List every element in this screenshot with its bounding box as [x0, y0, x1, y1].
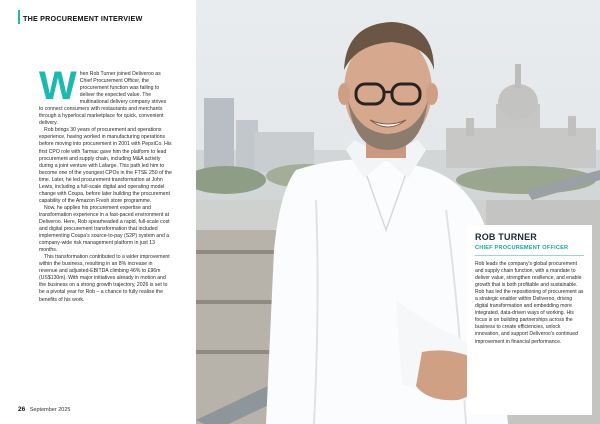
page-footer — [18, 406, 70, 413]
section-header: THE PROCUREMENT INTERVIEW — [23, 14, 143, 23]
article-paragraph: Now, he applies his procurement expertise and transformation experience in a fast-paced environment at Deliveroo. Here, Rob spearheaded a rapid, full-scale cost and digital procurement transformation that included implementing Coupa's source-to-pay (S2P) system and a company-wide risk management platform in just 13 months. — [39, 204, 170, 254]
page-number: 26 — [18, 406, 26, 413]
article-page — [0, 0, 196, 424]
bio-box — [467, 225, 592, 415]
bio-role: CHIEF PROCUREMENT OFFICER — [475, 245, 584, 256]
bio-text: Rob leads the company's global procurement and supply chain function, with a mandate to deliver value, strengthen resilience, and enable growth that is both profitable and sustainable. Rob has led the repositioning of procurement as a strategic enabler within Deliveroo, driving digital transformation and embedding more integrated, data-driven ways of working. His focus is on building partnerships across the business to create efficiencies, unlock innovation, and support Deliveroo's continued improvement in financial performance. — [475, 261, 584, 345]
article-paragraph: This transformation contributed to a wider improvement within the business, resulting in an 8% increase in revenue and adjusted-EBITDA climbing 46% to £96m (US$130m). With major initiatives already in motion and the business on a strong growth trajectory, 2026 is set to be a pivotal year for Rob – a chance to fully realise the benefits of his work. — [39, 254, 170, 303]
issue-date: September 2025 — [29, 407, 71, 413]
article-body — [39, 64, 172, 304]
drop-cap: W — [39, 64, 77, 108]
header-accent-rule — [18, 10, 20, 24]
bio-name: ROB TURNER — [475, 232, 537, 242]
article-paragraph: Rob brings 30 years of procurement and operations experience, having worked in manufacturing operations before moving into procurement in 2001 with PepsiCo. His first CPO role with Tarmac gave him the platform to lead procurement and supply chain, including M&A activity during a joint venture with Lafarge. This path led him to become one of the youngest CPOs in the FTSE 250 of the time. Later, he led procurement transformation at John Lewis, including a full-scale digital and operating model change with Coupa, before later building the procurement capability of the Amazon Fresh store programme. — [39, 127, 172, 204]
article-paragraph: hen Rob Turner joined Deliveroo as Chief Procurement Officer, the procurement function was failing to deliver the expected value. The multinational delivery company strives to connect consumers with restaurants and merchants through a hyperlocal marketplace for quick, convenient delivery. — [39, 71, 167, 127]
